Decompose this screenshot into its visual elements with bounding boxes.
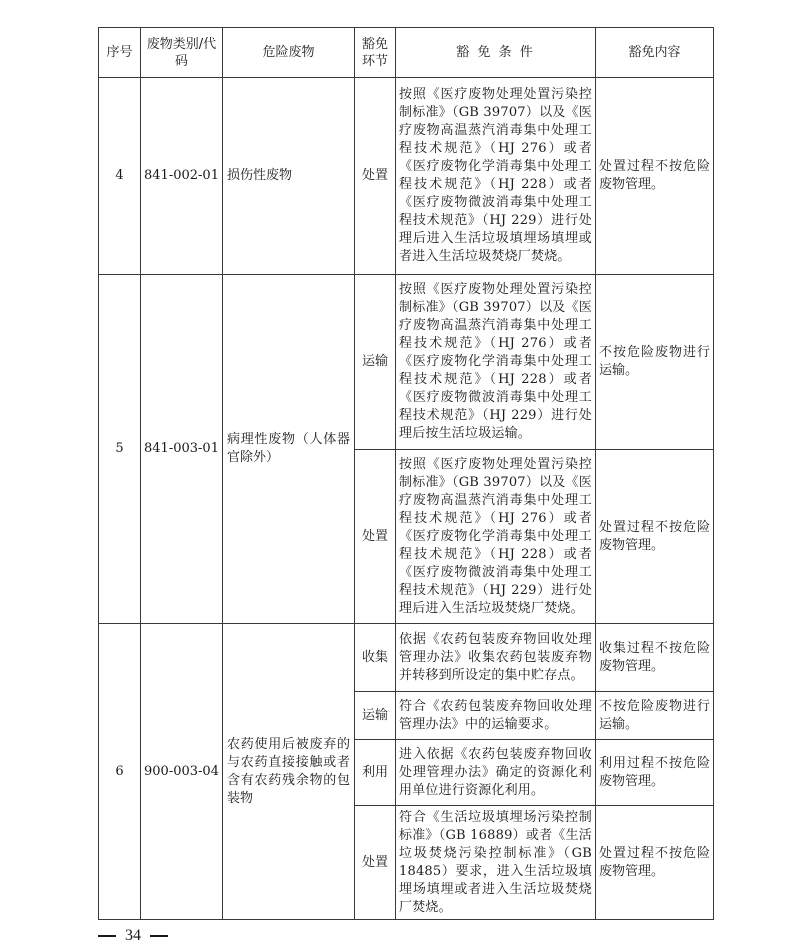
table-row bbox=[99, 275, 714, 450]
exempt-condition-cell: 按照《医疗废物处理处置污染控制标准》（GB 39707）以及《医疗废物高温蒸汽消毒集中处理工程技术规范》（HJ 276）或者《医疗废物化学消毒集中处理工程技术规范》（HJ 228）或者《医疗废物微波消毒集中处理工程技术规范》（HJ 229）进行处理后按生活垃圾运输。 bbox=[396, 275, 596, 450]
header-exempt-content: 豁免内容 bbox=[596, 28, 714, 78]
serial-number-cell: 5 bbox=[99, 275, 141, 624]
header-exempt-stage: 豁免环节 bbox=[355, 28, 396, 78]
table-row bbox=[99, 78, 714, 275]
page-number: 34 bbox=[125, 927, 141, 944]
table-row bbox=[99, 624, 714, 692]
serial-number-cell: 4 bbox=[99, 78, 141, 275]
waste-name-cell: 病理性废物（人体器官除外） bbox=[223, 275, 355, 624]
exempt-content-cell: 不按危险废物进行运输。 bbox=[596, 275, 714, 450]
exempt-content-cell: 处置过程不按危险废物管理。 bbox=[596, 450, 714, 624]
exempt-condition-cell: 按照《医疗废物处理处置污染控制标准》（GB 39707）以及《医疗废物高温蒸汽消毒集中处理工程技术规范》（HJ 276）或者《医疗废物化学消毒集中处理工程技术规范》（HJ 228）或者《医疗废物微波消毒集中处理工程技术规范》（HJ 229）进行处理后进入生活垃圾焚烧厂焚烧。 bbox=[396, 450, 596, 624]
exempt-content-cell: 不按危险废物进行运输。 bbox=[596, 692, 714, 740]
footer-left-dash bbox=[98, 935, 116, 937]
waste-code-cell: 841-003-01 bbox=[141, 275, 223, 624]
exempt-content-cell: 利用过程不按危险废物管理。 bbox=[596, 740, 714, 806]
exempt-content-cell: 处置过程不按危险废物管理。 bbox=[596, 78, 714, 275]
exempt-stage-cell: 运输 bbox=[355, 275, 396, 450]
header-row bbox=[99, 28, 714, 78]
exempt-stage-cell: 处置 bbox=[355, 78, 396, 275]
header-exempt-condition: 豁 免 条 件 bbox=[396, 28, 596, 78]
exempt-stage-cell: 处置 bbox=[355, 806, 396, 920]
exempt-content-cell: 处置过程不按危险废物管理。 bbox=[596, 806, 714, 920]
exempt-stage-cell: 处置 bbox=[355, 450, 396, 624]
header-hazardous-waste: 危险废物 bbox=[223, 28, 355, 78]
waste-code-cell: 841-002-01 bbox=[141, 78, 223, 275]
exempt-condition-cell: 符合《农药包装废弃物回收处理管理办法》中的运输要求。 bbox=[396, 692, 596, 740]
header-serial-number: 序号 bbox=[99, 28, 141, 78]
waste-code-cell: 900-003-04 bbox=[141, 624, 223, 920]
footer-right-dash bbox=[150, 935, 168, 937]
waste-name-cell: 农药使用后被废弃的与农药直接接触或者含有农药残余物的包装物 bbox=[223, 624, 355, 920]
page-footer bbox=[98, 926, 168, 946]
exempt-condition-cell: 依据《农药包装废弃物回收处理管理办法》收集农药包装废弃物并转移到所设定的集中贮存点。 bbox=[396, 624, 596, 692]
exempt-stage-cell: 运输 bbox=[355, 692, 396, 740]
exempt-condition-cell: 符合《生活垃圾填埋场污染控制标准》（GB 16889）或者《生活垃圾焚烧污染控制标准》（GB 18485）要求，进入生活垃圾填埋场填埋或者进入生活垃圾焚烧厂焚烧。 bbox=[396, 806, 596, 920]
header-waste-code: 废物类别/代码 bbox=[141, 28, 223, 78]
exempt-stage-cell: 利用 bbox=[355, 740, 396, 806]
serial-number-cell: 6 bbox=[99, 624, 141, 920]
hazardous-waste-exemption-table bbox=[98, 27, 714, 920]
exempt-stage-cell: 收集 bbox=[355, 624, 396, 692]
waste-name-cell: 损伤性废物 bbox=[223, 78, 355, 275]
exempt-content-cell: 收集过程不按危险废物管理。 bbox=[596, 624, 714, 692]
exempt-condition-cell: 进入依据《农药包装废弃物回收处理管理办法》确定的资源化利用单位进行资源化利用。 bbox=[396, 740, 596, 806]
exempt-condition-cell: 按照《医疗废物处理处置污染控制标准》（GB 39707）以及《医疗废物高温蒸汽消毒集中处理工程技术规范》（HJ 276）或者《医疗废物化学消毒集中处理工程技术规范》（HJ 228）或者《医疗废物微波消毒集中处理工程技术规范》（HJ 229）进行处理后进入生活垃圾填埋场填埋或者进入生活垃圾焚烧厂焚烧。 bbox=[396, 78, 596, 275]
